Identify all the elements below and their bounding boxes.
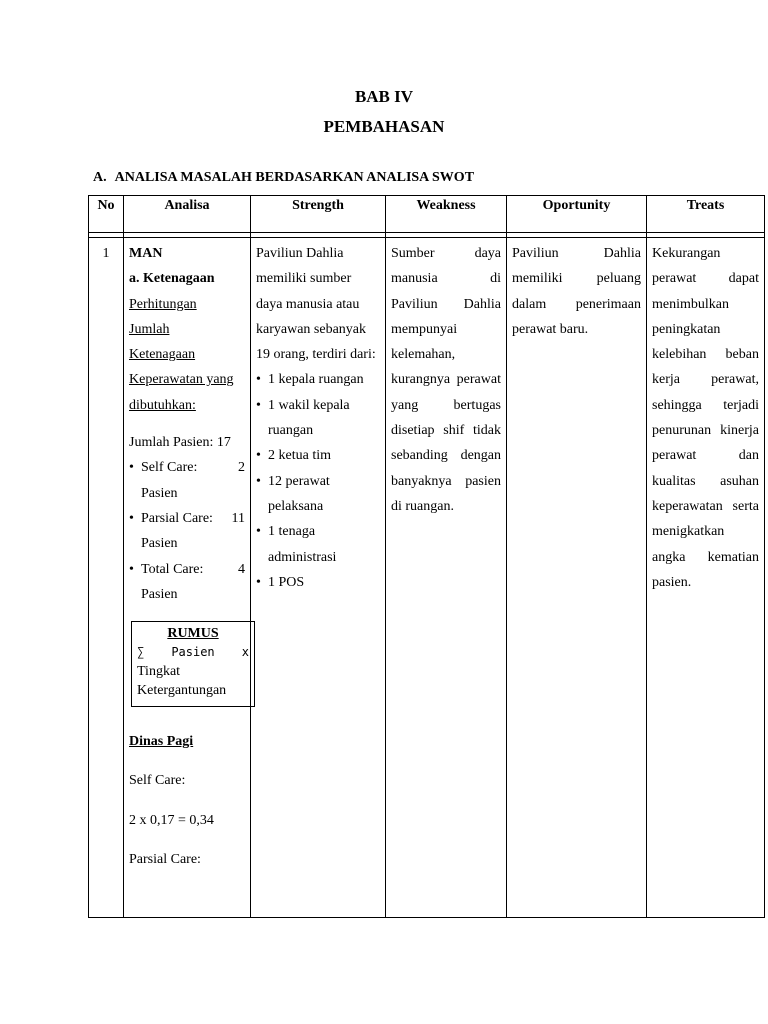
chapter-heading: BAB IV: [354, 87, 414, 106]
self-care-calc: 2 x 0,17 = 0,34: [129, 812, 214, 828]
rumus-box: [131, 621, 255, 707]
table-header-row: [89, 196, 765, 233]
list-item: • Parsial Care: 11 Pasien: [129, 506, 245, 557]
list-item: • 1 POS: [256, 570, 380, 595]
list-item: • Self Care: 2 Pasien: [129, 455, 245, 506]
treats-text: Kekurangan perawat dapat menimbulkan peningkatan kelebihan beban kerja perawat, sehingga terjadi penurunan kinerja perawat dan kualitas asuhan keperawatan serta menigkatkan angka kematian pasien.: [652, 246, 759, 590]
list-item: • Total Care: 4 Pasien: [129, 557, 245, 608]
cell-analisa: [124, 238, 251, 918]
calc-title-line: Keperawatan yang: [129, 372, 234, 388]
list-item: • 1 wakil kepala ruangan: [256, 393, 380, 444]
analisa-category: MAN: [129, 246, 163, 261]
calc-title-line: Ketenagaan: [129, 347, 196, 363]
analisa-sub: a. Ketenagaan: [129, 271, 215, 287]
header-strength: Strength: [251, 196, 386, 233]
calc-title-line: Perhitungan: [129, 296, 197, 312]
calc-title-line: Jumlah: [129, 321, 170, 337]
cell-no: 1: [89, 238, 124, 918]
rumus-line: ∑ Pasien x: [137, 643, 249, 662]
list-item: • 2 ketua tim: [256, 443, 380, 468]
shift-label: Dinas Pagi: [129, 734, 194, 750]
chapter-title: PEMBAHASAN: [323, 117, 445, 136]
care-list: [129, 455, 245, 607]
strength-intro: Paviliun Dahlia memiliki sumber daya manusia atau karyawan sebanyak 19 orang, terdiri dari:: [256, 246, 376, 363]
rumus-line: Ketergantungan: [137, 683, 227, 699]
self-care-label: Self Care:: [129, 773, 186, 789]
header-weakness: Weakness: [386, 196, 507, 233]
section-title: ANALISA MASALAH BERDASARKAN ANALISA SWOT: [114, 170, 475, 185]
rumus-title: RUMUS: [167, 626, 219, 642]
strength-list: [256, 367, 380, 595]
header-no: No: [89, 196, 124, 233]
list-item: • 1 tenaga administrasi: [256, 519, 380, 570]
oportunity-text: Paviliun Dahlia memiliki peluang dalam penerimaan perawat baru.: [512, 246, 641, 337]
section-heading: [93, 170, 474, 186]
table-row: [89, 238, 765, 918]
swot-table: [88, 195, 765, 918]
header-oportunity: Oportunity: [507, 196, 647, 233]
list-item: • 1 kepala ruangan: [256, 367, 380, 392]
sigma-symbol: ∑: [137, 645, 145, 660]
weakness-text: Sumber daya manusia di Paviliun Dahlia mempunyai kelemahan, kurangnya perawat yang bertugas disetiap shif tidak sebanding dengan banyaknya pasien di ruangan.: [391, 246, 501, 514]
parsial-care-label: Parsial Care:: [129, 852, 201, 868]
section-number: A.: [93, 170, 107, 185]
header-treats: Treats: [647, 196, 765, 233]
rumus-line: Tingkat: [137, 664, 181, 680]
header-analisa: Analisa: [124, 196, 251, 233]
cell-oportunity: [507, 238, 647, 918]
cell-strength: [251, 238, 386, 918]
list-item: • 12 perawat pelaksana: [256, 469, 380, 520]
cell-weakness: [386, 238, 507, 918]
cell-treats: [647, 238, 765, 918]
calc-title-line: dibutuhkan:: [129, 397, 196, 413]
patient-count: Jumlah Pasien: 17: [129, 435, 231, 451]
